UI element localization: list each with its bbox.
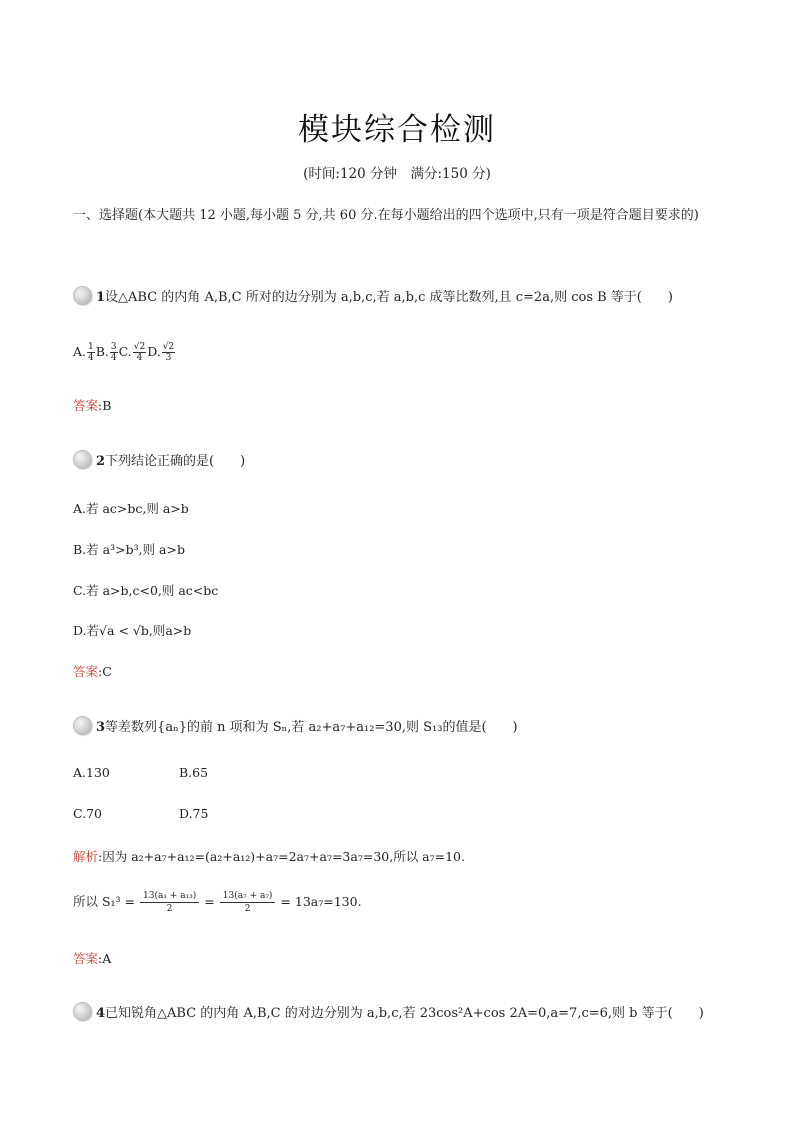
question-bullet-icon <box>73 286 92 305</box>
formula-suffix: = 13a₇=130. <box>280 894 362 909</box>
q2-answer <box>73 662 112 680</box>
question-bullet-icon <box>73 450 92 469</box>
question-2 <box>73 450 723 469</box>
question-number: 3 <box>96 720 106 735</box>
q3-option-b: B.65 <box>179 765 209 780</box>
section-heading: 一、选择题(本大题共 12 小题,每小题 5 分,共 60 分.在每小题给出的四个选项中,只有一项是符合题目要求的) <box>73 208 699 223</box>
q3-option-a: A.130 <box>73 765 110 780</box>
question-bullet-icon <box>73 716 92 735</box>
option-c-label: C. <box>118 344 132 359</box>
question-4 <box>73 1002 723 1021</box>
formula-fraction-1: $\frac{\text{13(a₁ + a₁₃)}}{2}$ <box>140 890 199 915</box>
q2-option-c: C.若 a>b,c<0,则 ac<bc <box>73 583 219 598</box>
q2-option-b: B.若 a³>b³,则 a>b <box>73 542 185 557</box>
q3-explanation <box>73 847 465 865</box>
question-number: 1 <box>96 290 106 305</box>
q3-option-c: C.70 <box>73 806 102 821</box>
question-stem: 设△ABC 的内角 A,B,C 所对的边分别为 a,b,c,若 a,b,c 成等比数列,且 c=2a,则 cos B 等于( ) <box>105 290 673 305</box>
answer-label: 答案 <box>73 951 99 966</box>
q2-option-d: D.若√a < √b,则a>b <box>73 623 192 638</box>
exam-info: (时间:120 分钟 满分:150 分) <box>303 166 491 182</box>
question-3 <box>73 716 723 735</box>
q3-answer <box>73 949 111 967</box>
formula-equals: = <box>204 894 215 909</box>
question-1 <box>73 286 723 305</box>
q1-options <box>73 342 176 363</box>
q3-formula <box>73 890 362 915</box>
question-stem: 已知锐角△ABC 的内角 A,B,C 的对边分别为 a,b,c,若 23cos²A+cos 2A=0,a=7,c=6,则 b 等于( ) <box>105 1006 704 1021</box>
option-b-label: B. <box>95 344 109 359</box>
option-c-fraction: $\frac{√2}{4}$ <box>133 342 146 363</box>
question-stem: 下列结论正确的是( ) <box>105 454 246 469</box>
formula-prefix: 所以 S₁³ = <box>73 894 136 909</box>
question-bullet-icon <box>73 1002 92 1021</box>
q2-option-a: A.若 ac>bc,则 a>b <box>73 501 189 516</box>
q3-option-d: D.75 <box>179 806 209 821</box>
answer-label: 答案 <box>73 398 99 413</box>
explanation-text: :因为 a₂+a₇+a₁₂=(a₂+a₁₂)+a₇=2a₇+a₇=3a₇=30,所以 a₇=10. <box>98 849 465 864</box>
question-stem: 等差数列{aₙ}的前 n 项和为 Sₙ,若 a₂+a₇+a₁₂=30,则 S₁₃的值是( ) <box>105 720 518 735</box>
formula-fraction-2: $\frac{\text{13(a₇ + a₇)}}{2}$ <box>220 890 276 915</box>
option-d-label: D. <box>147 344 161 359</box>
answer-label: 答案 <box>73 664 99 679</box>
option-d-fraction: $\frac{√2}{3}$ <box>162 342 175 363</box>
option-b-fraction: $\frac{3}{4}$ <box>110 342 117 363</box>
page-title: 模块综合检测 <box>298 112 496 148</box>
explanation-label: 解析 <box>73 849 99 864</box>
answer-value: :B <box>98 398 112 413</box>
answer-value: :C <box>98 664 112 679</box>
option-a-label: A. <box>73 344 87 359</box>
answer-value: :A <box>98 951 112 966</box>
q1-answer <box>73 396 111 414</box>
question-number: 2 <box>96 454 106 469</box>
question-number: 4 <box>96 1006 106 1021</box>
option-a-fraction: $\frac{1}{4}$ <box>88 342 94 363</box>
